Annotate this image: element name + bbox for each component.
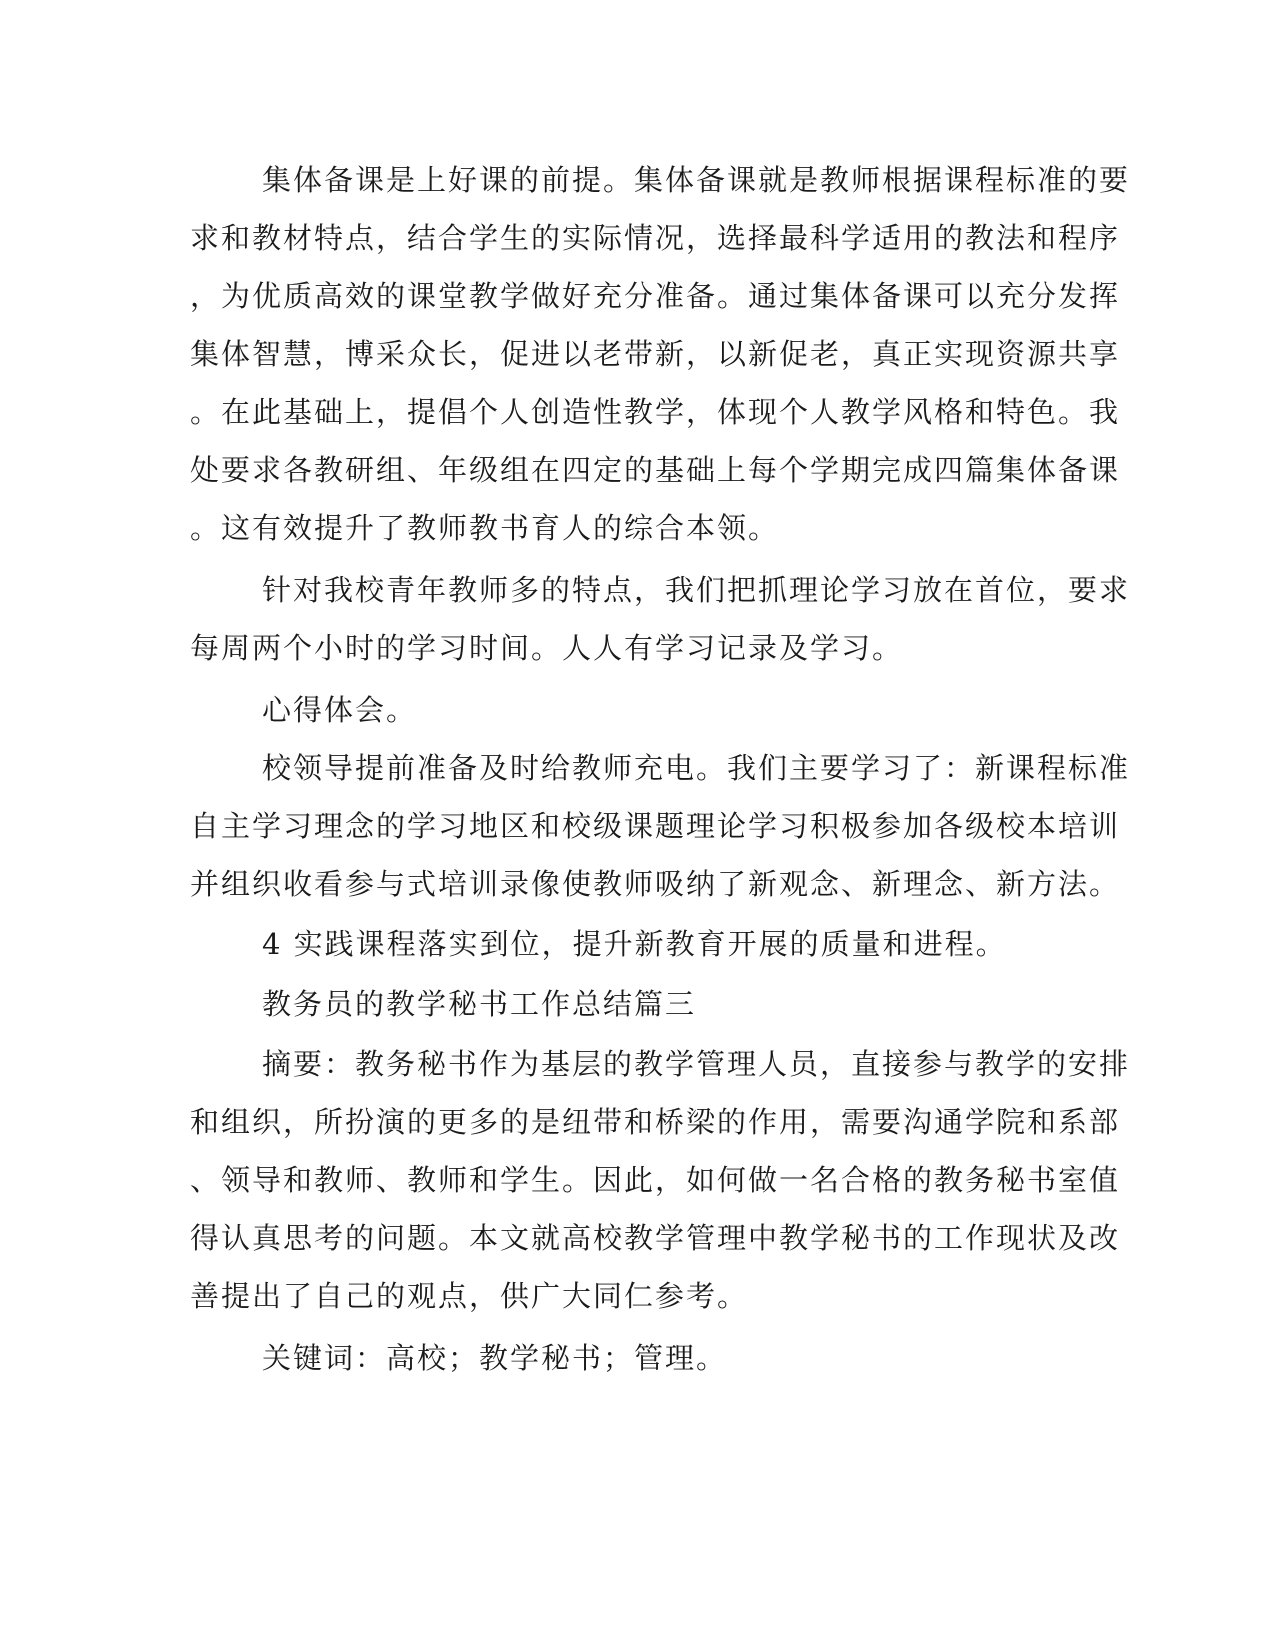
paragraph-1-line-4: 集体智慧，博采众长，促进以老带新，以新促老，真正实现资源共享 xyxy=(190,337,1121,371)
paragraph-1-line-6: 处要求各教研组、年级组在四定的基础上每个学期完成四篇集体备课 xyxy=(190,453,1121,487)
paragraph-4-line-2: 自主学习理念的学习地区和校级课题理论学习积极参加各级校本培训 xyxy=(190,809,1121,843)
keywords-line: 关键词：高校；教学秘书；管理。 xyxy=(262,1341,728,1375)
section-heading: 教务员的教学秘书工作总结篇三 xyxy=(262,987,697,1021)
paragraph-1-line-3: ，为优质高效的课堂教学做好充分准备。通过集体备课可以充分发挥 xyxy=(190,279,1121,313)
paragraph-5-line-1: 4 实践课程落实到位，提升新教育开展的质量和进程。 xyxy=(262,927,1007,961)
paragraph-1-line-1: 集体备课是上好课的前提。集体备课就是教师根据课程标准的要 xyxy=(262,163,1131,197)
paragraph-2-line-2: 每周两个小时的学习时间。人人有学习记录及学习。 xyxy=(190,631,904,665)
paragraph-4-line-3: 并组织收看参与式培训录像使教师吸纳了新观念、新理念、新方法。 xyxy=(190,867,1121,901)
paragraph-1-line-5: 。在此基础上，提倡个人创造性教学，体现个人教学风格和特色。我 xyxy=(190,395,1121,429)
paragraph-2-line-1: 针对我校青年教师多的特点，我们把抓理论学习放在首位，要求 xyxy=(262,573,1131,607)
paragraph-1-line-7: 。这有效提升了教师教书育人的综合本领。 xyxy=(190,511,780,545)
paragraph-4-line-1: 校领导提前准备及时给教师充电。我们主要学习了：新课程标准 xyxy=(262,751,1131,785)
paragraph-3-line-1: 心得体会。 xyxy=(262,693,418,727)
abstract-line-2: 和组织，所扮演的更多的是纽带和桥梁的作用，需要沟通学院和系部 xyxy=(190,1105,1121,1139)
abstract-line-1: 摘要：教务秘书作为基层的教学管理人员，直接参与教学的安排 xyxy=(262,1047,1131,1081)
abstract-line-4: 得认真思考的问题。本文就高校教学管理中教学秘书的工作现状及改 xyxy=(190,1221,1121,1255)
paragraph-1-line-2: 求和教材特点，结合学生的实际情况，选择最科学适用的教法和程序 xyxy=(190,221,1121,255)
abstract-line-3: 、领导和教师、教师和学生。因此，如何做一名合格的教务秘书室值 xyxy=(190,1163,1121,1197)
abstract-line-5: 善提出了自己的观点，供广大同仁参考。 xyxy=(190,1279,749,1313)
